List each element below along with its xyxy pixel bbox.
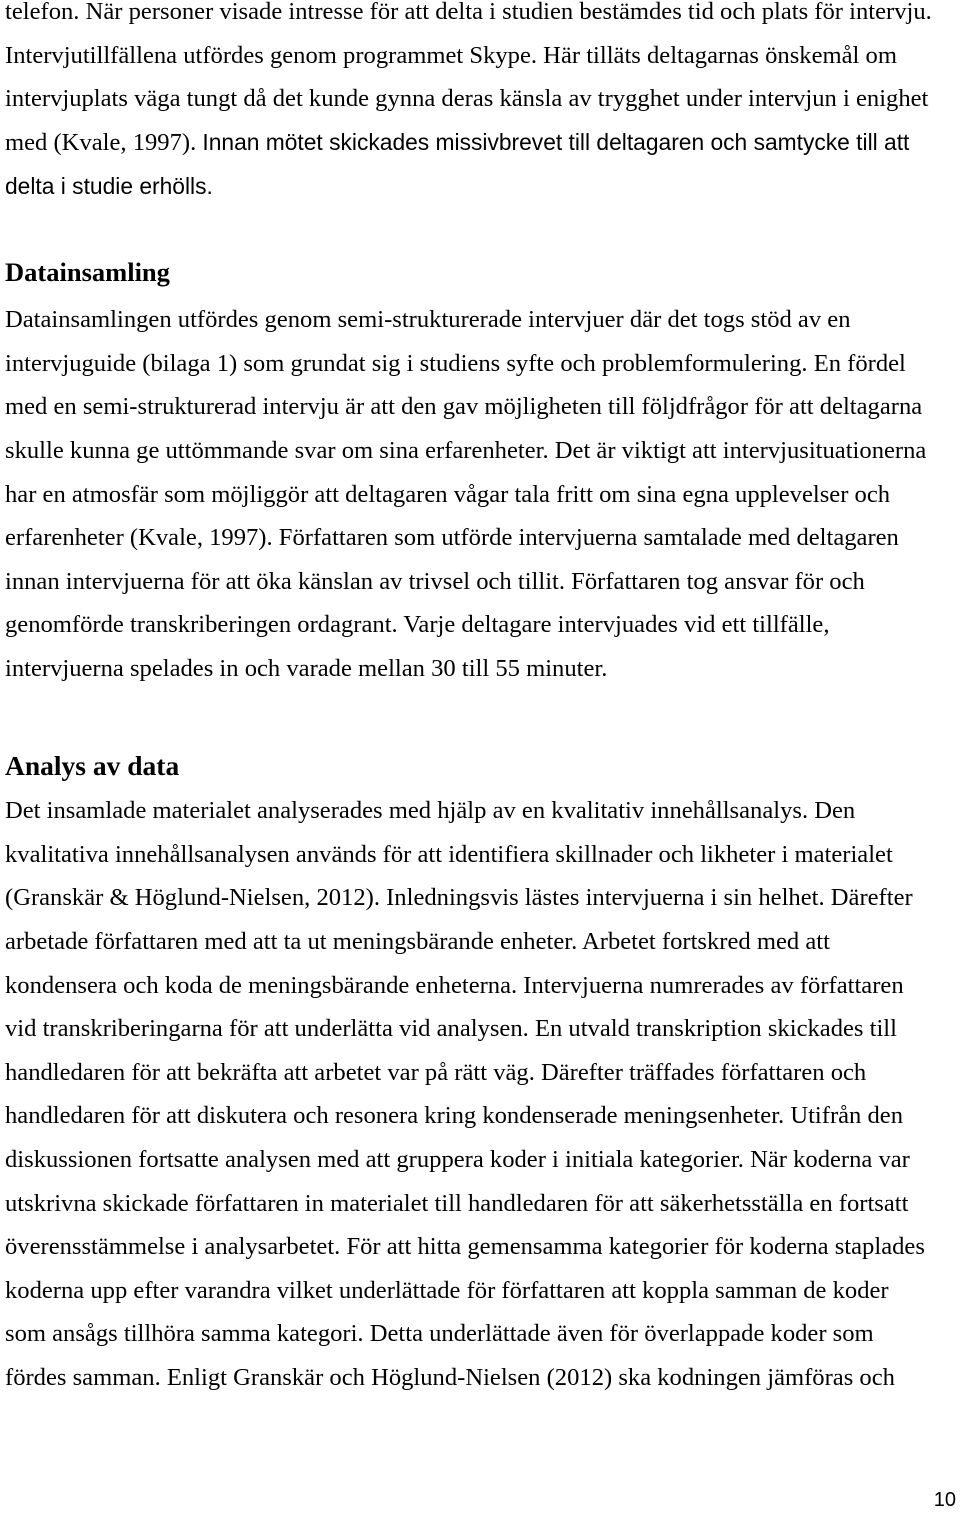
text-line: diskussionen fortsatte analysen med att gruppera koder i initiala kategorier. När koderna var: [5, 1145, 910, 1173]
text-line: (Granskär & Höglund-Nielsen, 2012). Inledningsvis lästes intervjuerna i sin helhet. Därefter: [5, 884, 913, 912]
text-line: kvalitativa innehållsanalysen används för att identifiera skillnader och likheter i materialet: [5, 840, 893, 868]
text-line: Det insamlade materialet analyserades med hjälp av en kvalitativ innehållsanalys. Den: [5, 797, 856, 825]
text-line: intervjuplats väga tungt då det kunde gynna deras känsla av trygghet under intervjun i enighet: [5, 85, 929, 113]
text-line: handledaren för att diskutera och resonera kring kondenserade meningsenheter. Utifrån den: [5, 1102, 904, 1130]
text-line: med en semi-strukturerad intervju är att den gav möjligheten till följdfrågor för att deltagarna: [5, 393, 923, 421]
paragraph-analys-av-data: [5, 789, 925, 1399]
text-line: intervjuerna spelades in och varade mellan 30 till 55 minuter.: [5, 654, 608, 682]
text-segment-sans: Innan mötet skickades missivbrevet till deltagaren och samtycke till att: [202, 128, 910, 155]
text-line: utskrivna skickade författaren in materialet till handledaren för att säkerhetsställa en fortsatt: [5, 1189, 909, 1217]
text-line: genomförde transkriberingen ordagrant. Varje deltagare intervjuades vid ett tillfälle,: [5, 611, 830, 639]
page-number: 10: [933, 1489, 956, 1511]
text-line: koderna upp efter varandra vilket underlättade för författaren att koppla samman de koder: [5, 1276, 889, 1304]
text-line: vid transkriberingarna för att underlätta vid analysen. En utvald transkription skickades till: [5, 1015, 897, 1043]
text-line: överensstämmelse i analysarbetet. För att hitta gemensamma kategorier för koderna staplades: [5, 1233, 925, 1261]
section-heading-datainsamling: Datainsamling: [5, 257, 170, 288]
text-line: Datainsamlingen utfördes genom semi-strukturerade intervjuer där det togs stöd av en: [5, 306, 851, 334]
text-line: skulle kunna ge uttömmande svar om sina erfarenheter. Det är viktigt att intervjusituationerna: [5, 436, 927, 464]
text-line: Intervjutillfällena utfördes genom programmet Skype. Här tilläts deltagarnas önskemål om: [5, 41, 897, 69]
text-line: intervjuguide (bilaga 1) som grundat sig i studiens syfte och problemformulering. En fördel: [5, 349, 906, 377]
paragraph-datainsamling: [5, 298, 926, 690]
text-line: har en atmosfär som möjliggör att deltagaren vågar tala fritt om sina egna upplevelser och: [5, 480, 891, 508]
text-segment: med (Kvale, 1997).: [5, 128, 203, 156]
text-line: innan intervjuerna för att öka känslan av trivsel och tillit. Författaren tog ansvar för och: [5, 567, 865, 595]
text-line: kondensera och koda de meningsbärande enheterna. Intervjuerna numrerades av författaren: [5, 971, 904, 999]
paragraph-intro: [5, 0, 932, 208]
text-line: telefon. När personer visade intresse för att delta i studien bestämdes tid och plats för intervju.: [5, 0, 932, 26]
text-line: handledaren för att bekräfta att arbetet var på rätt väg. Därefter träffades författaren och: [5, 1058, 867, 1086]
section-heading-analys-av-data: Analys av data: [5, 750, 180, 782]
text-line: [5, 121, 932, 165]
text-line: arbetade författaren med att ta ut meningsbärande enheter. Arbetet fortskred med att: [5, 927, 830, 955]
text-line: erfarenheter (Kvale, 1997). Författaren som utförde intervjuerna samtalade med deltagaren: [5, 524, 899, 552]
text-line: delta i studie erhölls.: [5, 172, 213, 199]
text-line: fördes samman. Enligt Granskär och Höglund-Nielsen (2012) ska kodningen jämföras och: [5, 1363, 895, 1391]
text-line: som ansågs tillhöra samma kategori. Detta underlättade även för överlappade koder som: [5, 1320, 874, 1348]
